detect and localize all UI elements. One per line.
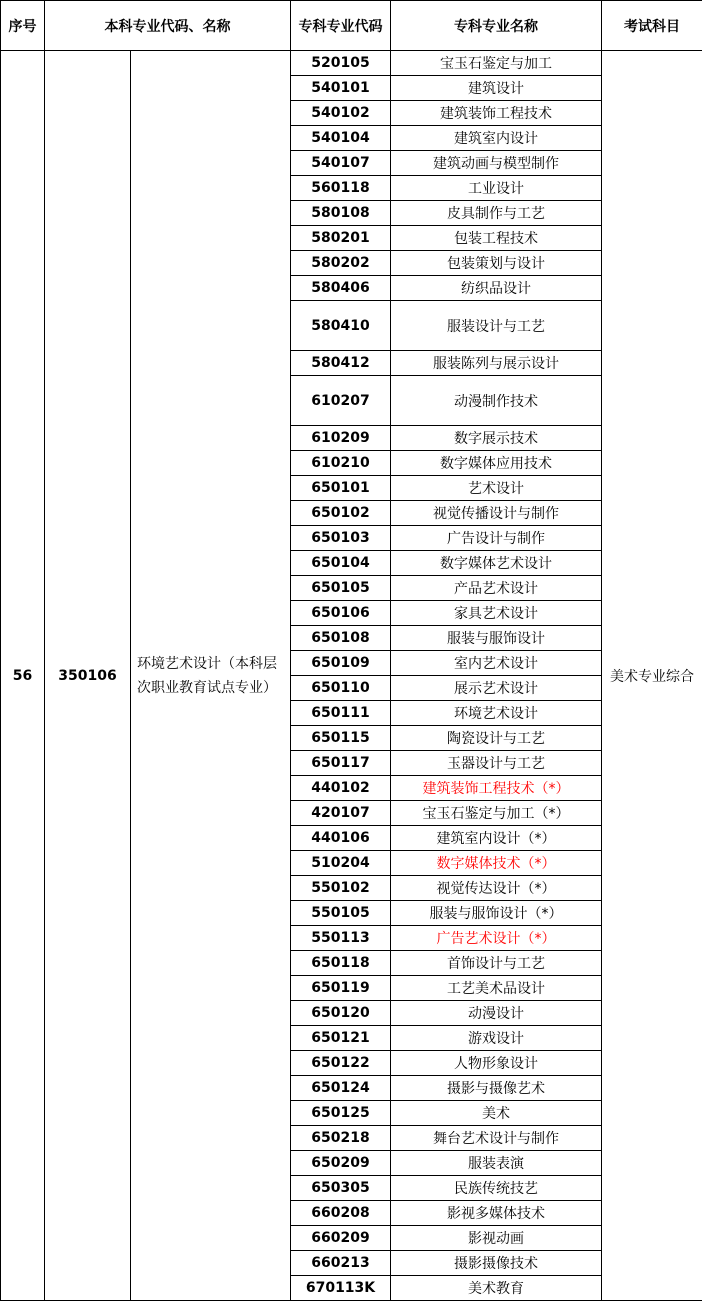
row-code: 580202: [291, 251, 391, 276]
row-name: 建筑装饰工程技术（*）: [391, 776, 602, 801]
row-name: 摄影摄像技术: [391, 1251, 602, 1276]
row-code: 420107: [291, 801, 391, 826]
row-name: 宝玉石鉴定与加工: [391, 51, 602, 76]
row-code: 650105: [291, 576, 391, 601]
row-code: 650104: [291, 551, 391, 576]
row-code: 510204: [291, 851, 391, 876]
row-name: 建筑动画与模型制作: [391, 151, 602, 176]
row-name: 展示艺术设计: [391, 676, 602, 701]
row-name: 建筑设计: [391, 76, 602, 101]
header-undergrad: 本科专业代码、名称: [45, 1, 291, 51]
row-name: 服装陈列与展示设计: [391, 351, 602, 376]
row-name: 室内艺术设计: [391, 651, 602, 676]
row-name: 数字媒体应用技术: [391, 451, 602, 476]
row-code: 650101: [291, 476, 391, 501]
row-code: 650305: [291, 1176, 391, 1201]
row-code: 550113: [291, 926, 391, 951]
row-code: 650108: [291, 626, 391, 651]
table-row: [1, 51, 702, 76]
header-code: 专科专业代码: [291, 1, 391, 51]
row-name: 服装与服饰设计（*）: [391, 901, 602, 926]
row-name: 首饰设计与工艺: [391, 951, 602, 976]
row-name: 服装与服饰设计: [391, 626, 602, 651]
row-code: 670113K: [291, 1276, 391, 1301]
row-name: 建筑装饰工程技术: [391, 101, 602, 126]
row-code: 650115: [291, 726, 391, 751]
row-name: 动漫设计: [391, 1001, 602, 1026]
row-code: 660208: [291, 1201, 391, 1226]
row-code: 550105: [291, 901, 391, 926]
row-code: 650120: [291, 1001, 391, 1026]
row-name: 包装策划与设计: [391, 251, 602, 276]
row-code: 650118: [291, 951, 391, 976]
row-name: 纺织品设计: [391, 276, 602, 301]
row-code: 650125: [291, 1101, 391, 1126]
row-code: 650121: [291, 1026, 391, 1051]
group-seq: 56: [1, 51, 45, 1301]
row-code: 580406: [291, 276, 391, 301]
header-name: 专科专业名称: [391, 1, 602, 51]
row-name: 民族传统技艺: [391, 1176, 602, 1201]
row-code: 560118: [291, 176, 391, 201]
row-name: 数字媒体艺术设计: [391, 551, 602, 576]
row-code: 440102: [291, 776, 391, 801]
row-name: 包装工程技术: [391, 226, 602, 251]
row-code: 540101: [291, 76, 391, 101]
row-name: 玉器设计与工艺: [391, 751, 602, 776]
row-code: 550102: [291, 876, 391, 901]
row-code: 650106: [291, 601, 391, 626]
row-code: 580108: [291, 201, 391, 226]
table-body: [1, 51, 702, 1301]
row-name: 广告艺术设计（*）: [391, 926, 602, 951]
row-name: 建筑室内设计: [391, 126, 602, 151]
row-name: 建筑室内设计（*）: [391, 826, 602, 851]
row-name: 产品艺术设计: [391, 576, 602, 601]
row-code: 650103: [291, 526, 391, 551]
row-code: 650102: [291, 501, 391, 526]
row-code: 650110: [291, 676, 391, 701]
row-name: 家具艺术设计: [391, 601, 602, 626]
row-code: 650111: [291, 701, 391, 726]
row-name: 数字展示技术: [391, 426, 602, 451]
row-code: 540107: [291, 151, 391, 176]
row-name: 美术: [391, 1101, 602, 1126]
row-name: 视觉传达设计（*）: [391, 876, 602, 901]
row-code: 650119: [291, 976, 391, 1001]
row-code: 610207: [291, 376, 391, 426]
row-code: 650218: [291, 1126, 391, 1151]
row-code: 610210: [291, 451, 391, 476]
row-code: 580412: [291, 351, 391, 376]
row-code: 650109: [291, 651, 391, 676]
row-name: 影视动画: [391, 1226, 602, 1251]
row-name: 工艺美术品设计: [391, 976, 602, 1001]
table-header-row: [1, 1, 702, 51]
row-name: 服装表演: [391, 1151, 602, 1176]
row-name: 美术教育: [391, 1276, 602, 1301]
row-name: 游戏设计: [391, 1026, 602, 1051]
row-code: 660209: [291, 1226, 391, 1251]
row-name: 广告设计与制作: [391, 526, 602, 551]
group-major-code: 350106: [45, 51, 131, 1301]
row-name: 动漫制作技术: [391, 376, 602, 426]
row-name: 陶瓷设计与工艺: [391, 726, 602, 751]
row-code: 440106: [291, 826, 391, 851]
row-name: 艺术设计: [391, 476, 602, 501]
row-name: 人物形象设计: [391, 1051, 602, 1076]
row-code: 660213: [291, 1251, 391, 1276]
row-code: 650124: [291, 1076, 391, 1101]
row-name: 环境艺术设计: [391, 701, 602, 726]
row-name: 影视多媒体技术: [391, 1201, 602, 1226]
row-code: 520105: [291, 51, 391, 76]
group-exam: 美术专业综合: [602, 51, 702, 1301]
header-seq: 序号: [1, 1, 45, 51]
row-code: 650117: [291, 751, 391, 776]
row-name: 舞台艺术设计与制作: [391, 1126, 602, 1151]
header-exam: 考试科目: [602, 1, 702, 51]
row-code: 580201: [291, 226, 391, 251]
row-code: 610209: [291, 426, 391, 451]
row-name: 数字媒体技术（*）: [391, 851, 602, 876]
row-code: 650122: [291, 1051, 391, 1076]
group-major-name: 环境艺术设计（本科层次职业教育试点专业）: [131, 51, 291, 1301]
row-code: 650209: [291, 1151, 391, 1176]
row-name: 视觉传播设计与制作: [391, 501, 602, 526]
row-code: 540102: [291, 101, 391, 126]
row-code: 580410: [291, 301, 391, 351]
row-name: 宝玉石鉴定与加工（*）: [391, 801, 602, 826]
row-name: 皮具制作与工艺: [391, 201, 602, 226]
row-code: 540104: [291, 126, 391, 151]
row-name: 工业设计: [391, 176, 602, 201]
row-name: 服装设计与工艺: [391, 301, 602, 351]
row-name: 摄影与摄像艺术: [391, 1076, 602, 1101]
